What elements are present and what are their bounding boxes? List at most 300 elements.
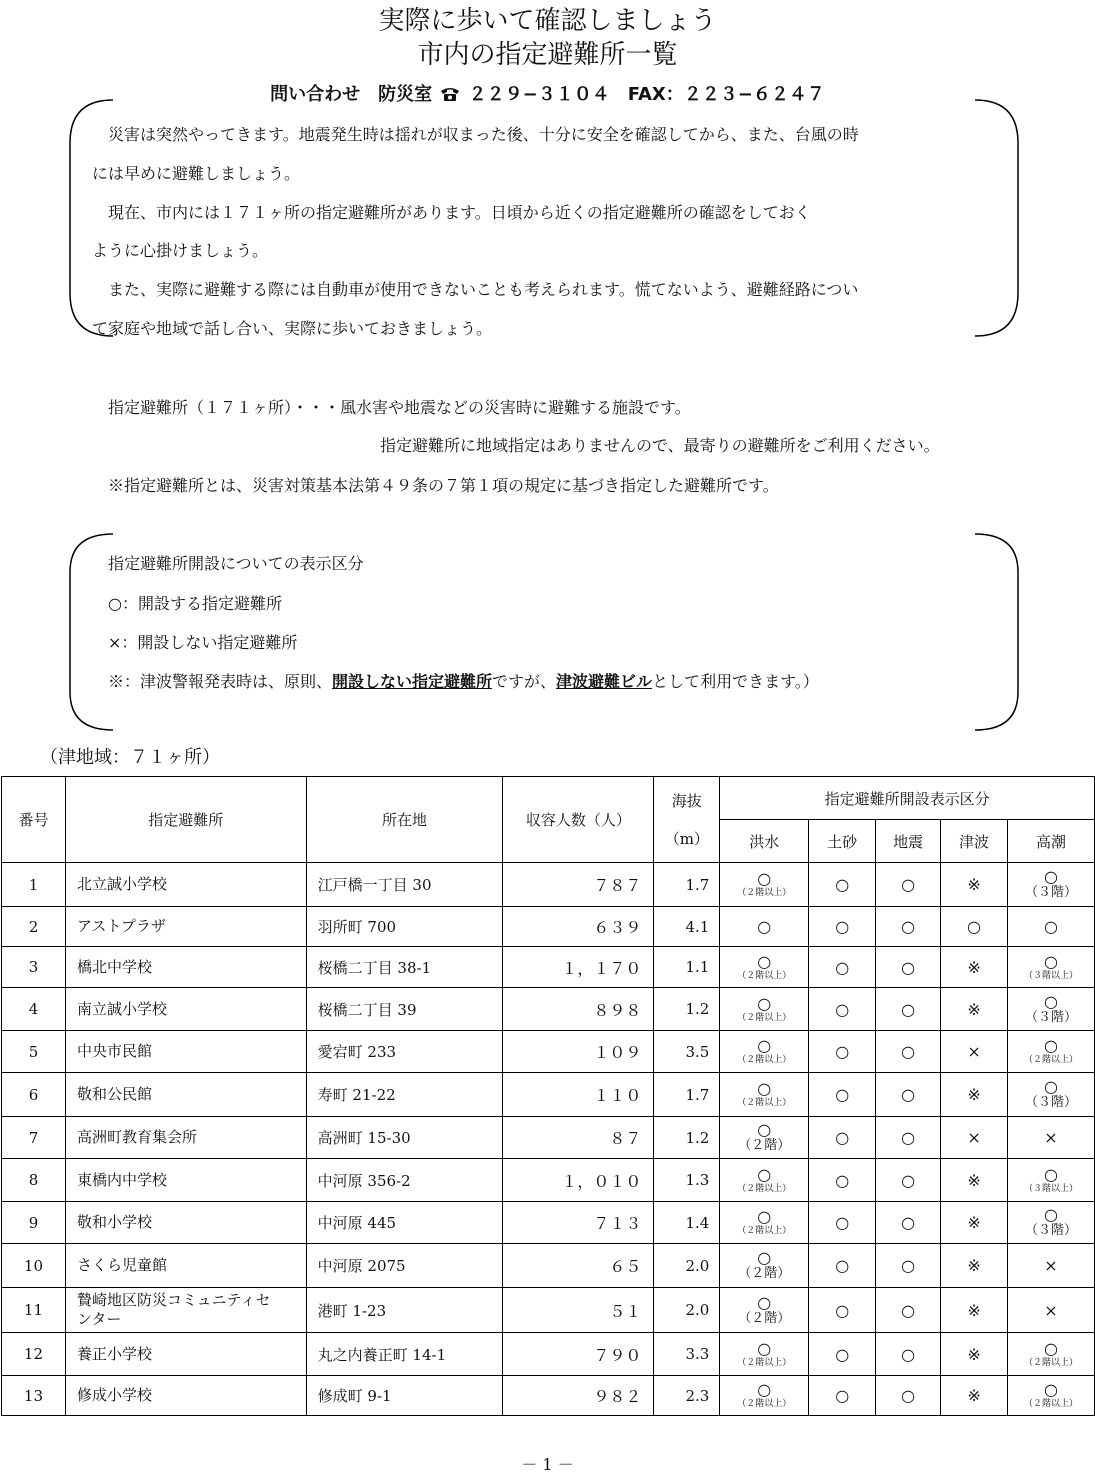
contact-line [0,80,1095,106]
row-surge: ○ [1044,917,1058,936]
cell-flood [720,1117,809,1159]
row-name: アストプラザ [76,917,166,935]
row-flood: ○ [757,1338,772,1358]
row-landslide: ○ [835,1042,850,1061]
cell-earthquake [876,1117,941,1159]
intro-p2a: 現在、市内には１７１ヶ所の指定避難所があります。日頃から近くの指定避難所の確認をしておく [92,203,811,222]
cell-landslide [809,1288,876,1333]
row-altitude: 1.2 [685,1000,710,1018]
cell-no [2,1159,66,1202]
row-landslide: ○ [835,1344,850,1364]
row-flood-note: （２階以上） [737,1012,792,1023]
cell-earthquake [876,988,941,1031]
row-altitude: 4.1 [685,917,710,936]
cell-landslide [809,1376,876,1416]
table-row [2,947,1095,988]
row-flood: ○ [757,1207,772,1226]
row-address: 修成町 9-1 [317,1387,392,1405]
row-earthquake: ○ [901,1042,916,1061]
row-no: 9 [28,1213,39,1232]
cell-name [65,907,306,947]
row-tsunami: ※ [967,1300,981,1320]
cell-earthquake [876,1288,941,1333]
row-earthquake: ○ [901,1386,916,1405]
cell-surge [1008,1244,1095,1288]
row-altitude: 1.7 [685,1085,710,1104]
cell-name [65,1376,306,1416]
cell-address [306,863,503,907]
row-name: 北立誠小学校 [76,875,167,893]
definition-line3: ※指定避難所とは、災害対策基本法第４９条の７第１項の規定に基づき指定した避難所です。 [108,476,779,495]
row-altitude: 1.2 [685,1128,710,1147]
header-tsunami: 津波 [941,820,1008,863]
row-earthquake: ○ [901,1344,916,1364]
cell-surge [1008,1376,1095,1416]
cell-no [2,1031,66,1073]
cell-address [306,1244,503,1288]
row-flood: ○ [757,1380,772,1399]
cell-address [306,947,503,988]
cell-landslide [809,1333,876,1376]
row-address: 桜橋二丁目 38-1 [317,958,432,977]
row-flood-note: （２階以上） [737,970,792,981]
row-surge-note: （３階以上） [1023,970,1078,981]
row-no: 4 [28,1000,39,1018]
cell-earthquake [876,1159,941,1202]
cell-no [2,1073,66,1117]
row-tsunami: ※ [967,1085,981,1104]
header-no: 番号 [2,777,66,863]
cell-tsunami [941,1333,1008,1376]
legend-tsunami-underline2: 津波避難ビル [556,672,653,691]
row-altitude: 1.4 [685,1213,710,1232]
cell-altitude [654,1244,720,1288]
cell-no [2,1376,66,1416]
cell-altitude [654,988,720,1031]
header-address: 所在地 [306,777,503,863]
row-flood: ○ [757,993,772,1013]
cell-surge [1008,907,1095,947]
table-row [2,1333,1095,1376]
cell-tsunami [941,1073,1008,1117]
row-flood-note: （２階以上） [737,1183,792,1194]
row-flood-note: （２階以上） [737,1098,792,1108]
row-no: 10 [23,1256,44,1275]
cell-tsunami [941,907,1008,947]
row-name: 南立誠小学校 [76,999,167,1018]
header-altitude-unit: （m） [664,829,709,848]
row-flood-note: （２階） [738,1266,791,1281]
cell-flood [720,1202,809,1244]
row-landslide: ○ [835,1085,850,1104]
cell-capacity [503,1031,654,1073]
row-no: 5 [28,1042,39,1061]
table-row [2,1376,1095,1416]
row-flood: ○ [757,1164,772,1184]
cell-no [2,863,66,907]
row-tsunami: ※ [967,999,981,1019]
row-flood: ○ [757,951,772,971]
cell-flood [720,1073,809,1117]
table-row [2,1073,1095,1117]
row-name: 高洲町教育集会所 [76,1128,197,1146]
cell-capacity [503,1159,654,1202]
cell-capacity [503,1202,654,1244]
legend-title: 指定避難所開設についての表示区分 [108,554,364,573]
intro-p1b: には早めに避難しましょう。 [92,164,301,183]
row-earthquake: ○ [901,1128,916,1147]
row-surge-note: （３階） [1024,1095,1077,1110]
cell-landslide [809,1244,876,1288]
header-earthquake: 地震 [876,820,941,863]
cell-landslide [809,988,876,1031]
row-surge-note: （３階） [1024,1223,1077,1238]
cell-earthquake [876,1244,941,1288]
row-landslide: ○ [835,1170,850,1190]
cell-no [2,1333,66,1376]
cell-capacity [503,1244,654,1288]
cell-address [306,1117,503,1159]
row-tsunami: ※ [967,1256,981,1275]
row-address: 愛宕町 233 [317,1043,397,1061]
phone-icon [440,86,460,102]
row-surge: × [1044,1128,1058,1147]
cell-surge [1008,1202,1095,1244]
cell-earthquake [876,947,941,988]
page-title: 実際に歩いて確認しましょう [378,6,717,36]
row-capacity: ８９８ [593,1000,642,1020]
cell-no [2,907,66,947]
cell-flood [720,1288,809,1333]
cell-capacity [503,1117,654,1159]
row-address: 丸之内養正町 14-1 [317,1345,447,1364]
cell-altitude [654,1031,720,1073]
row-capacity: ８７ [609,1129,642,1148]
row-no: 1 [28,875,39,894]
header-altitude [654,777,720,863]
row-flood: ○ [757,1079,772,1098]
cell-name [65,1031,306,1073]
cell-earthquake [876,1333,941,1376]
cell-name [65,1073,306,1117]
intro-bracket-right [970,98,1020,338]
row-tsunami: ※ [967,1344,981,1364]
row-earthquake: ○ [901,999,916,1019]
cell-capacity [503,907,654,947]
row-surge: ○ [1044,1036,1058,1055]
header-category: 指定避難所開設表示区分 [720,777,1095,820]
cell-name [65,988,306,1031]
row-surge: ○ [1044,1164,1058,1184]
cell-tsunami [941,863,1008,907]
legend-tsunami-prefix: ※：津波警報発表時は、原則、 [108,672,333,691]
row-landslide: ○ [835,1300,850,1320]
cell-tsunami [941,1244,1008,1288]
header-name: 指定避難所 [65,777,306,863]
cell-flood [720,1376,809,1416]
cell-surge [1008,1031,1095,1073]
cell-flood [720,1244,809,1288]
row-surge: ○ [1044,1077,1058,1096]
cell-flood [720,1159,809,1202]
row-no: 13 [23,1386,44,1405]
cell-address [306,1376,503,1416]
legend-tsunami [108,669,819,692]
row-name: 敬和公民館 [76,1085,152,1103]
cell-address [306,1202,503,1244]
row-earthquake: ○ [901,1256,916,1275]
row-flood-note: （２階） [738,1138,791,1153]
row-name: 東橋内中学校 [76,1170,167,1189]
row-name: 中央市民館 [76,1042,152,1060]
row-altitude: 2.3 [685,1386,710,1405]
row-landslide: ○ [835,917,850,936]
cell-earthquake [876,1376,941,1416]
cell-landslide [809,947,876,988]
row-address: 寿町 21-22 [317,1086,396,1104]
row-address: 江戸橋一丁目 30 [317,876,432,894]
legend-open: ○：開設する指定避難所 [108,594,282,613]
intro-p3b: て家庭や地域で話し合い、実際に歩いておきましょう。 [92,319,493,338]
row-address: 港町 1-23 [317,1301,387,1320]
cell-surge [1008,1288,1095,1333]
row-altitude: 1.7 [685,875,710,894]
table-row [2,1244,1095,1288]
cell-name [65,1117,306,1159]
row-surge-note: （２階以上） [1023,1399,1078,1409]
cell-tsunami [941,1376,1008,1416]
cell-altitude [654,947,720,988]
row-capacity: ７９０ [593,1345,642,1365]
row-flood: ○ [757,1292,772,1312]
row-address: 高洲町 15-30 [317,1129,411,1147]
cell-capacity [503,947,654,988]
row-tsunami: ※ [967,875,981,894]
row-altitude: 1.3 [685,1171,710,1189]
cell-tsunami [941,1159,1008,1202]
cell-earthquake [876,907,941,947]
row-altitude: 2.0 [685,1256,710,1275]
cell-earthquake [876,1202,941,1244]
row-address: 中河原 445 [317,1214,397,1232]
legend-closed: ×：開設しない指定避難所 [108,633,298,652]
row-earthquake: ○ [901,957,916,977]
row-landslide: ○ [835,999,850,1019]
row-surge: ○ [1044,1205,1058,1224]
row-earthquake: ○ [901,917,916,936]
row-altitude: 3.3 [685,1345,710,1363]
cell-name [65,1159,306,1202]
row-surge: ○ [1044,951,1058,971]
cell-address [306,988,503,1031]
row-address: 中河原 2075 [317,1257,406,1275]
table-row [2,988,1095,1031]
header-landslide: 土砂 [809,820,876,863]
row-address: 中河原 356-2 [317,1171,411,1190]
legend-tsunami-suffix: として利用できます。） [652,672,819,691]
cell-name [65,947,306,988]
contact-numbers: ２２９−３１０４ FAX：２２３−６２４７ [468,84,825,105]
row-surge-note: （２階以上） [1023,1055,1078,1065]
contact-label: 問い合わせ 防災室 [270,84,433,105]
cell-address [306,1159,503,1202]
cell-capacity [503,1288,654,1333]
row-no: 12 [23,1345,44,1363]
row-tsunami: ※ [967,1170,981,1190]
cell-no [2,1117,66,1159]
cell-flood [720,907,809,947]
cell-flood [720,1031,809,1073]
cell-flood [720,863,809,907]
row-no: 6 [28,1085,39,1104]
row-address: 羽所町 700 [317,918,397,936]
row-tsunami: ※ [967,1213,981,1232]
row-surge: ○ [1044,991,1058,1011]
row-landslide: ○ [835,1386,850,1405]
cell-landslide [809,863,876,907]
row-earthquake: ○ [901,875,916,894]
cell-flood [720,1333,809,1376]
cell-altitude [654,1376,720,1416]
legend-bracket-right [970,532,1020,732]
cell-capacity [503,1376,654,1416]
row-landslide: ○ [835,957,850,977]
cell-surge [1008,1117,1095,1159]
table-row [2,1202,1095,1244]
row-capacity: ６５ [609,1257,642,1276]
cell-no [2,1288,66,1333]
region-label: （津地域：７１ヶ所） [40,747,220,768]
row-earthquake: ○ [901,1300,916,1320]
cell-landslide [809,907,876,947]
row-tsunami: ※ [967,957,981,977]
cell-capacity [503,988,654,1031]
cell-name [65,863,306,907]
cell-surge [1008,1159,1095,1202]
cell-flood [720,988,809,1031]
intro-p3a: また、実際に避難する際には自動車が使用できないことも考えられます。慌てないよう、避難経路につい [92,280,859,299]
cell-no [2,1244,66,1288]
row-capacity: １，１７０ [561,958,642,978]
row-flood-note: （２階以上） [737,888,792,898]
cell-tsunami [941,1202,1008,1244]
row-surge: ○ [1044,867,1058,886]
row-no: 11 [23,1301,44,1319]
header-surge: 高潮 [1008,820,1095,863]
row-tsunami: × [967,1128,981,1147]
row-capacity: ９８２ [593,1387,642,1406]
cell-tsunami [941,1117,1008,1159]
page-subtitle: 市内の指定避難所一覧 [417,40,678,70]
row-flood-note: （２階以上） [737,1226,792,1236]
table-row [2,907,1095,947]
row-name: さくら児童館 [76,1256,167,1274]
row-flood: ○ [757,1036,772,1055]
cell-address [306,907,503,947]
cell-no [2,1202,66,1244]
cell-earthquake [876,1073,941,1117]
row-earthquake: ○ [901,1213,916,1232]
cell-address [306,1333,503,1376]
cell-earthquake [876,1031,941,1073]
cell-surge [1008,1333,1095,1376]
cell-name [65,1244,306,1288]
row-name: 贄崎地区防災コミュニティセンター [76,1291,271,1328]
row-capacity: ７８７ [593,876,642,895]
row-capacity: ７１３ [593,1214,642,1233]
cell-surge [1008,988,1095,1031]
cell-altitude [654,1159,720,1202]
cell-earthquake [876,863,941,907]
row-flood: ○ [757,1120,772,1139]
row-earthquake: ○ [901,1085,916,1104]
cell-landslide [809,1117,876,1159]
row-capacity: ５１ [609,1301,642,1321]
cell-flood [720,947,809,988]
row-surge-note: （３階以上） [1023,1183,1078,1194]
intro-p2b: ように心掛けましょう。 [92,241,269,260]
definition-line2: 指定避難所に地域指定はありませんので、最寄りの避難所をご利用ください。 [380,436,940,455]
table-row [2,1159,1095,1202]
row-surge-note: （３階） [1024,885,1077,900]
row-surge: × [1044,1256,1058,1275]
cell-surge [1008,947,1095,988]
row-no: 3 [28,958,39,976]
row-flood-note: （２階以上） [737,1357,792,1368]
table-row [2,1288,1095,1333]
row-tsunami: × [967,1042,981,1061]
row-address: 桜橋二丁目 39 [317,1000,417,1019]
shelter-table [1,776,1095,1416]
intro-p1a: 災害は突然やってきます。地震発生時は揺れが収まった後、十分に安全を確認してから、また、台風の時 [92,125,859,144]
cell-tsunami [941,988,1008,1031]
definition-line1: 指定避難所（１７１ヶ所）・・・風水害や地震などの災害時に避難する施設です。 [108,398,691,417]
legend-tsunami-mid: ですが、 [492,672,557,691]
row-surge: × [1044,1300,1058,1320]
cell-no [2,947,66,988]
cell-tsunami [941,1031,1008,1073]
row-no: 8 [28,1171,39,1189]
row-earthquake: ○ [901,1170,916,1190]
row-flood: ○ [757,869,772,888]
cell-altitude [654,1117,720,1159]
row-surge: ○ [1044,1380,1058,1399]
row-flood: ○ [757,1248,772,1267]
row-surge: ○ [1044,1338,1058,1358]
row-tsunami: ○ [967,917,982,936]
cell-altitude [654,1073,720,1117]
row-surge-note: （３階） [1024,1009,1077,1025]
row-capacity: １０９ [593,1043,642,1062]
cell-landslide [809,1073,876,1117]
cell-altitude [654,863,720,907]
cell-address [306,1073,503,1117]
row-capacity: １１０ [593,1086,642,1105]
table-row [2,863,1095,907]
row-landslide: ○ [835,1213,850,1232]
row-flood-note: （２階） [738,1310,791,1326]
cell-capacity [503,1073,654,1117]
cell-tsunami [941,947,1008,988]
cell-name [65,1333,306,1376]
table-row [2,1031,1095,1073]
cell-name [65,1288,306,1333]
cell-address [306,1288,503,1333]
header-altitude-top: 海抜 [671,791,702,810]
cell-altitude [654,907,720,947]
row-capacity: ６３９ [593,918,642,937]
cell-capacity [503,1333,654,1376]
